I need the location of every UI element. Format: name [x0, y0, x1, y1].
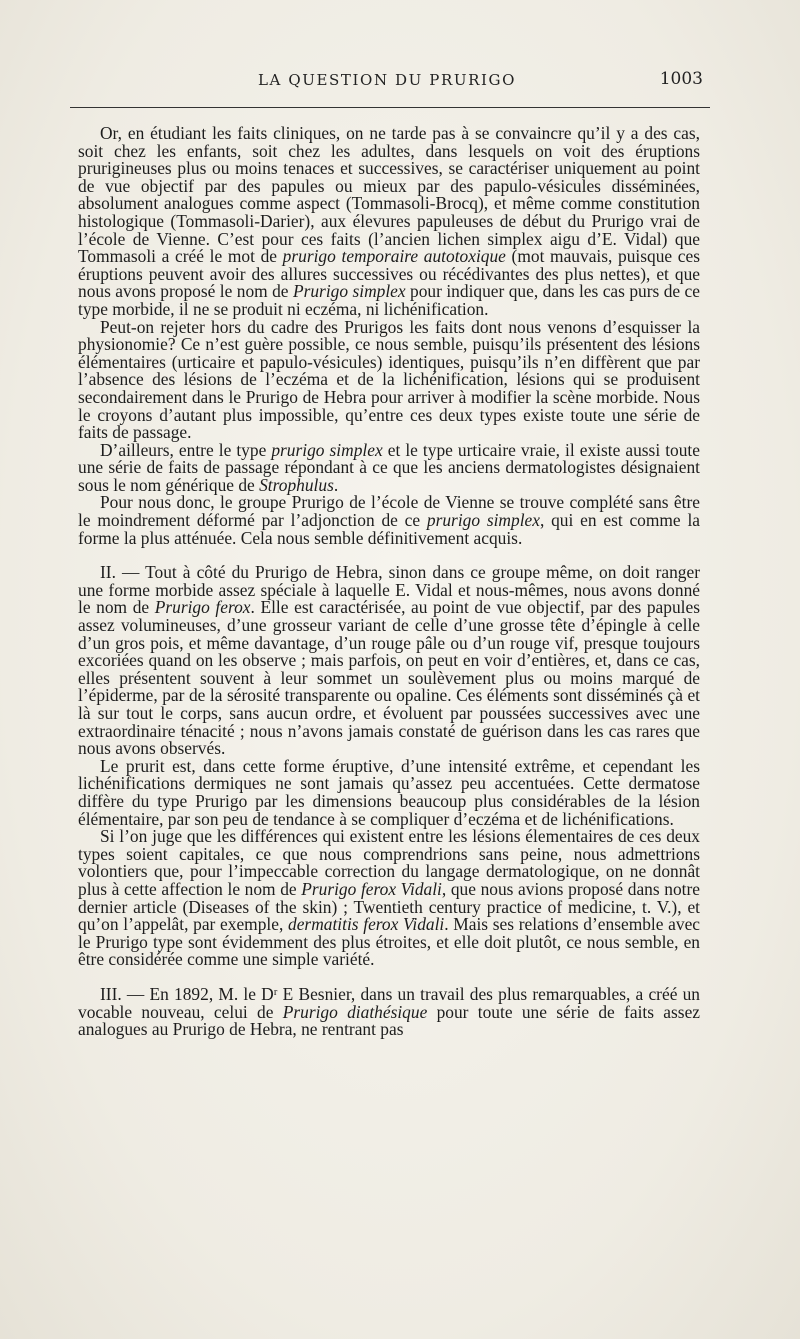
text-run: D’ailleurs, entre le type — [100, 439, 272, 460]
text-run: , que nous avions proposé dans notre dernier article (Diseases of the skin) ; Twentieth century practice of medicine, t. V.), et qu’on l’appelât, par exemple, — [78, 878, 700, 935]
text-run: Or, en étudiant les faits cliniques, on ne tarde pas à se convaincre qu’il y a des cas, soit chez les enfants, soit chez les adultes, dans lesquels on voit des éruptions prurigineuses plus ou moins tenaces et successives, se caractériser uniquement au point de vue objectif par des papules ou mieux par des papulo-vésicules disséminées, absolument analogues comme aspect (Tommasoli-Brocq), et même comme constitution histologique (Tommasoli-Darier), aux élevures papuleuses de début du Prurigo vrai de l’école de Vienne. C’est pour ces faits (l’ancien lichen simplex aigu d’E. Vidal) que Tommasoli a créé le mot de — [78, 123, 700, 267]
text-run: II. — Tout à côté du Prurigo de Hebra, sinon dans ce groupe même, on doit ranger une forme morbide assez spéciale à laquelle E. Vidal et nous-mêmes, nous avons donné le nom de — [78, 562, 700, 618]
text-run: Pour nous donc, le groupe Prurigo de l’école de Vienne se trouve complété sans être le moindrement déformé par l’adjonction de ce — [78, 492, 700, 531]
italic-term: prurigo temporaire autotoxique — [282, 246, 506, 267]
paragraph — [78, 564, 700, 758]
text-run: . Mais ses relations d’ensemble avec le Prurigo type sont évidemment des plus étroites, et elle doit plutôt, ce nous semble, en être considérée comme une simple variété. — [78, 914, 701, 970]
text-run: . Elle est caractérisée, au point de vue objectif, par des papules assez volumineuses, d’une grosseur variant de celle d’une grosse tête d’épingle à celle d’un gros pois, et même davantage, d’un rouge pâle ou d’un rouge vif, presque toujours excoriées quand on les observe ; mais parfois, on peut en voir d’entières, et, dans ce cas, elles présentent souvent à leur sommet un soulèvement plus ou moins marqué de l’épiderme, par de la sérosité transparente ou opaline. Ces éléments sont disséminés çà et là sur tout le corps, sans aucun ordre, et évoluent par poussées successives avec une extraordinaire ténacité ; nous n’avons jamais constaté de guérison dans les cas rares que nous avons observés. — [78, 597, 700, 759]
header-rule — [70, 107, 710, 108]
text-run: , qui en est comme la forme la plus atténuée. Cela nous semble définitivement acquis. — [78, 510, 700, 548]
paragraph — [78, 125, 700, 319]
text-run: Peut-on rejeter hors du cadre des Prurigos les faits dont nous venons d’esquisser la physionomie? Ce n’est guère possible, ce nous semble, puisqu’ils présentent des lésions élémentaires (urticaire et papulo-vésicules) identiques, puisqu’ils n’en diffèrent que par l’absence des lésions de l’eczéma et de la lichénification, lésions qui se produisent secondairement dans le Prurigo de Hebra pour arriver à modifier la scène morbide. Nous le croyons d’autant plus impossible, qu’entre ces deux types existe toute une série de faits de passage. — [78, 316, 700, 443]
italic-term: dermatitis ferox Vidali — [288, 914, 445, 935]
italic-term: Strophulus — [259, 474, 334, 495]
italic-term: Prurigo diathésique — [282, 1001, 428, 1022]
text-run: Si l’on juge que les différences qui existent entre les lésions élementaires de ces deux types soient capitales, ce que nous comprendrions sans peine, nous admettrions volontiers que, pour l’impeccable correction du langage dermatologique, on ne donnât plus à cette affection le nom de — [78, 826, 700, 899]
paragraph — [78, 494, 700, 547]
italic-term: prurigo simplex — [426, 510, 540, 531]
italic-term: Prurigo ferox Vidali — [301, 878, 442, 899]
italic-term: Prurigo simplex — [292, 281, 406, 302]
italic-term: prurigo simplex — [271, 439, 383, 460]
running-title: LA QUESTION DU PRURIGO — [258, 71, 517, 89]
paragraph — [78, 439, 700, 495]
text-run: Le prurit est, dans cette forme éruptive, d’une intensité extrême, et cependant les lichénifications dermiques ne sont jamais qu’assez peu accentuées. Cette dermatose diffère du type Prurigo par les dimensions beaucoup plus considérables de la lésion élémentaire, par son peu de tendance à se compliquer d’eczéma et de lichénifications. — [78, 755, 700, 829]
paragraph — [78, 828, 700, 969]
text-run: et le type urticaire vraie, il existe aussi toute une série de faits de passage répondant à ce que les anciens dermatologistes désignaient sous le nom générique de — [78, 439, 700, 495]
page-number: 1003 — [659, 69, 703, 89]
text-run: III. — En 1892, M. le Dʳ E Besnier, dans un travail des plus remarquables, a créé un vocable nouveau, celui de — [78, 983, 700, 1022]
text-run: (mot mauvais, puisque ces éruptions peuvent avoir des allures successives ou récédivantes des plus nettes), et que nous avons proposé le nom de — [78, 246, 700, 302]
text-run: . — [333, 474, 339, 495]
paragraph — [78, 983, 701, 1040]
body-text — [78, 125, 700, 1039]
text-run: pour toute une série de faits assez analogues au Prurigo de Hebra, ne rentrant pas — [78, 1001, 701, 1040]
paragraph — [78, 755, 700, 829]
italic-term: Prurigo ferox — [154, 597, 251, 618]
paragraph — [78, 316, 700, 443]
text-run: pour indiquer que, dans les cas purs de ce type morbide, il ne se produit ni eczéma, ni lichénification. — [78, 281, 700, 319]
